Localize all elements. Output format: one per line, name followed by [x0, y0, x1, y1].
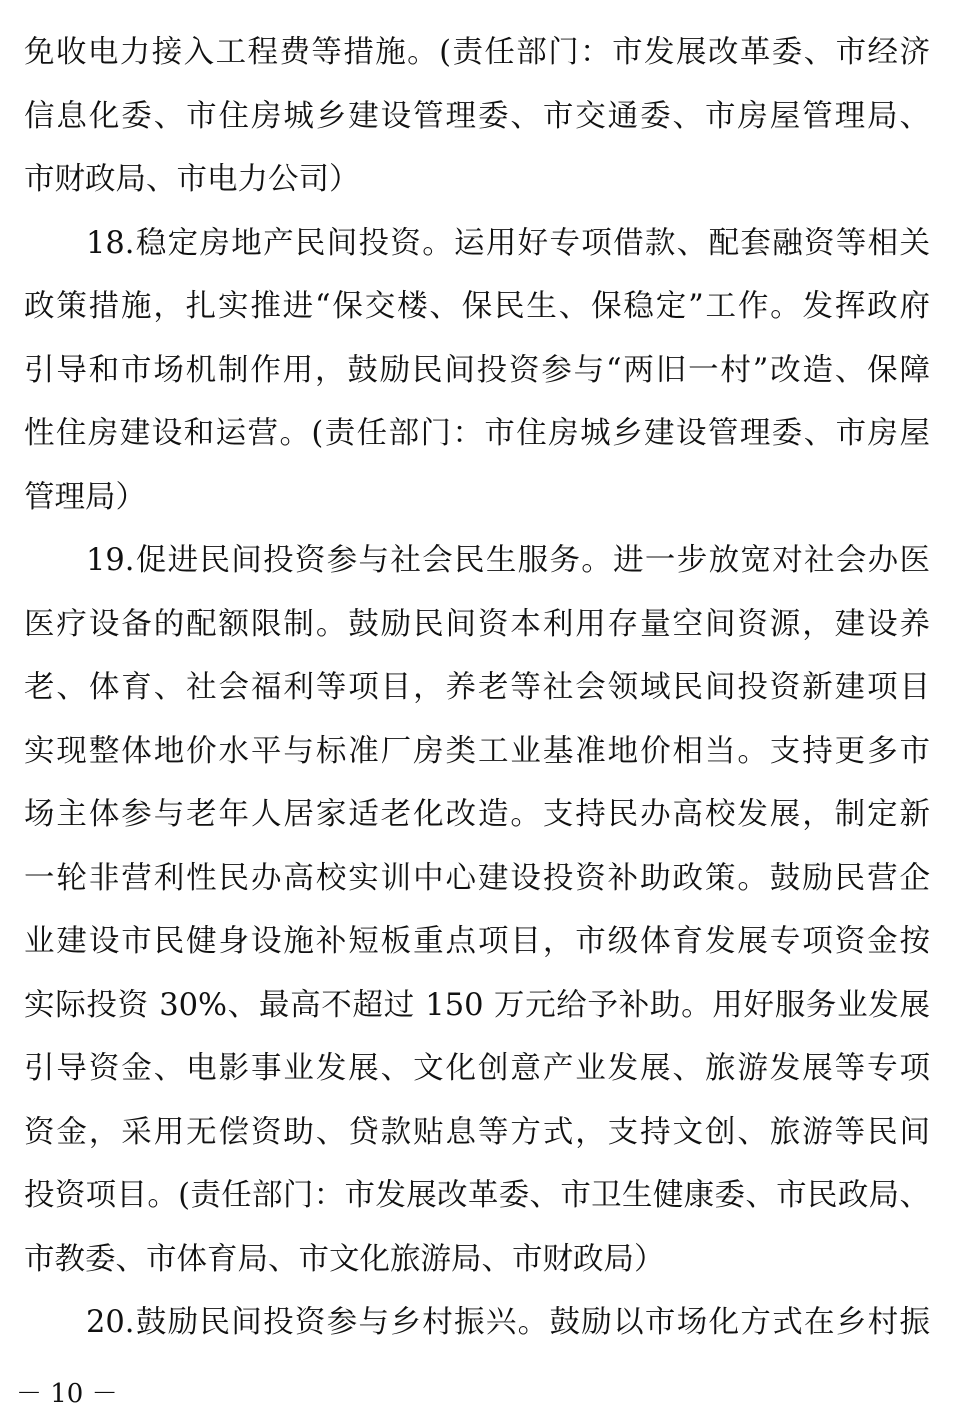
text-line: 资金，采用无偿资助、贷款贴息等方式，支持文创、旅游等民间	[24, 1115, 930, 1150]
text-line: 政策措施，扎实推进“保交楼、保民生、保稳定”工作。发挥政府	[24, 289, 930, 324]
text-line: 管理局）	[24, 480, 146, 515]
text-line: 老、体育、社会福利等项目，养老等社会领域民间投资新建项目	[24, 670, 930, 705]
text-line: 场主体参与老年人居家适老化改造。支持民办高校发展，制定新	[24, 797, 930, 832]
text-line: 实际投资 30%、最高不超过 150 万元给予补助。用好服务业发展	[24, 988, 930, 1023]
text-line: 业建设市民健身设施补短板重点项目，市级体育发展专项资金按	[24, 924, 930, 959]
text-line: 医疗设备的配额限制。鼓励民间资本利用存量空间资源，建设养	[24, 607, 930, 642]
paragraph-19-heading-line: 19.促进民间投资参与社会民生服务。进一步放宽对社会办医	[86, 543, 930, 578]
text-line: 免收电力接入工程费等措施。(责任部门：市发展改革委、市经济	[24, 35, 930, 70]
page-number: － 10 －	[16, 1379, 118, 1409]
paragraph-20-heading-line: 20.鼓励民间投资参与乡村振兴。鼓励以市场化方式在乡村振	[86, 1305, 930, 1340]
text-line: 性住房建设和运营。(责任部门：市住房城乡建设管理委、市房屋	[24, 416, 930, 451]
text-line: 市教委、市体育局、市文化旅游局、市财政局）	[24, 1242, 665, 1277]
text-line: 信息化委、市住房城乡建设管理委、市交通委、市房屋管理局、	[24, 99, 930, 134]
text-line: 实现整体地价水平与标准厂房类工业基准地价相当。支持更多市	[24, 734, 930, 769]
text-line: 引导和市场机制作用，鼓励民间投资参与“两旧一村”改造、保障	[24, 353, 930, 388]
paragraph-18-heading-line: 18.稳定房地产民间投资。运用好专项借款、配套融资等相关	[86, 226, 930, 261]
text-line: 一轮非营利性民办高校实训中心建设投资补助政策。鼓励民营企	[24, 861, 930, 896]
text-line: 引导资金、电影事业发展、文化创意产业发展、旅游发展等专项	[24, 1051, 930, 1086]
text-line: 投资项目。(责任部门：市发展改革委、市卫生健康委、市民政局、	[24, 1178, 930, 1213]
text-line: 市财政局、市电力公司）	[24, 162, 360, 197]
